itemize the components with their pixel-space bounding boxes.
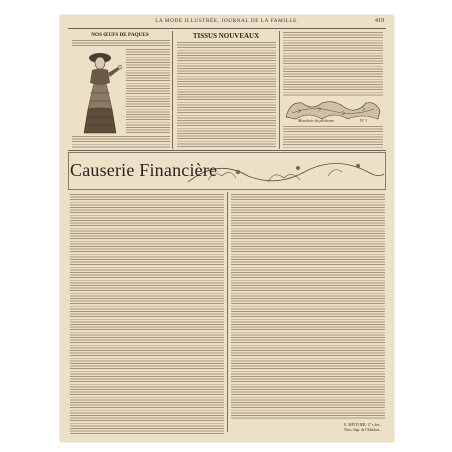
middle-column-text (177, 42, 276, 148)
signature-line: E. MÉTIVIER, 17 r. des... (344, 423, 382, 427)
illustration-caption: Mouchoir de pêcheurs (298, 118, 334, 123)
left-column-text (72, 136, 170, 148)
woman-illustration (80, 49, 126, 135)
column-divider (172, 31, 173, 149)
article-right-column (231, 194, 385, 419)
section-rule (68, 150, 386, 151)
left-column-heading: NOS ŒUFS DE PAQUES (91, 32, 149, 38)
article-banner (68, 152, 386, 190)
article-left-column (70, 194, 224, 434)
column-divider (279, 31, 280, 149)
page-header (60, 18, 394, 28)
header-rule (68, 28, 386, 29)
newspaper-page (60, 15, 394, 442)
right-column-text (283, 126, 383, 148)
article-title: Causerie Financière (70, 160, 218, 180)
page-number: 419 (375, 18, 384, 24)
column-divider (227, 192, 228, 432)
left-column-text (72, 40, 170, 48)
figure-number: N° 1 (360, 118, 368, 123)
right-column-text (283, 32, 383, 96)
journal-title: LA MODE ILLUSTRÉE, JOURNAL DE LA FAMILLE. (155, 18, 299, 24)
left-column-text (126, 49, 170, 135)
imprint-line: Paris. Imp. de l'Adminis... (344, 428, 382, 432)
middle-column-heading: TISSUS NOUVEAUX (192, 32, 260, 40)
